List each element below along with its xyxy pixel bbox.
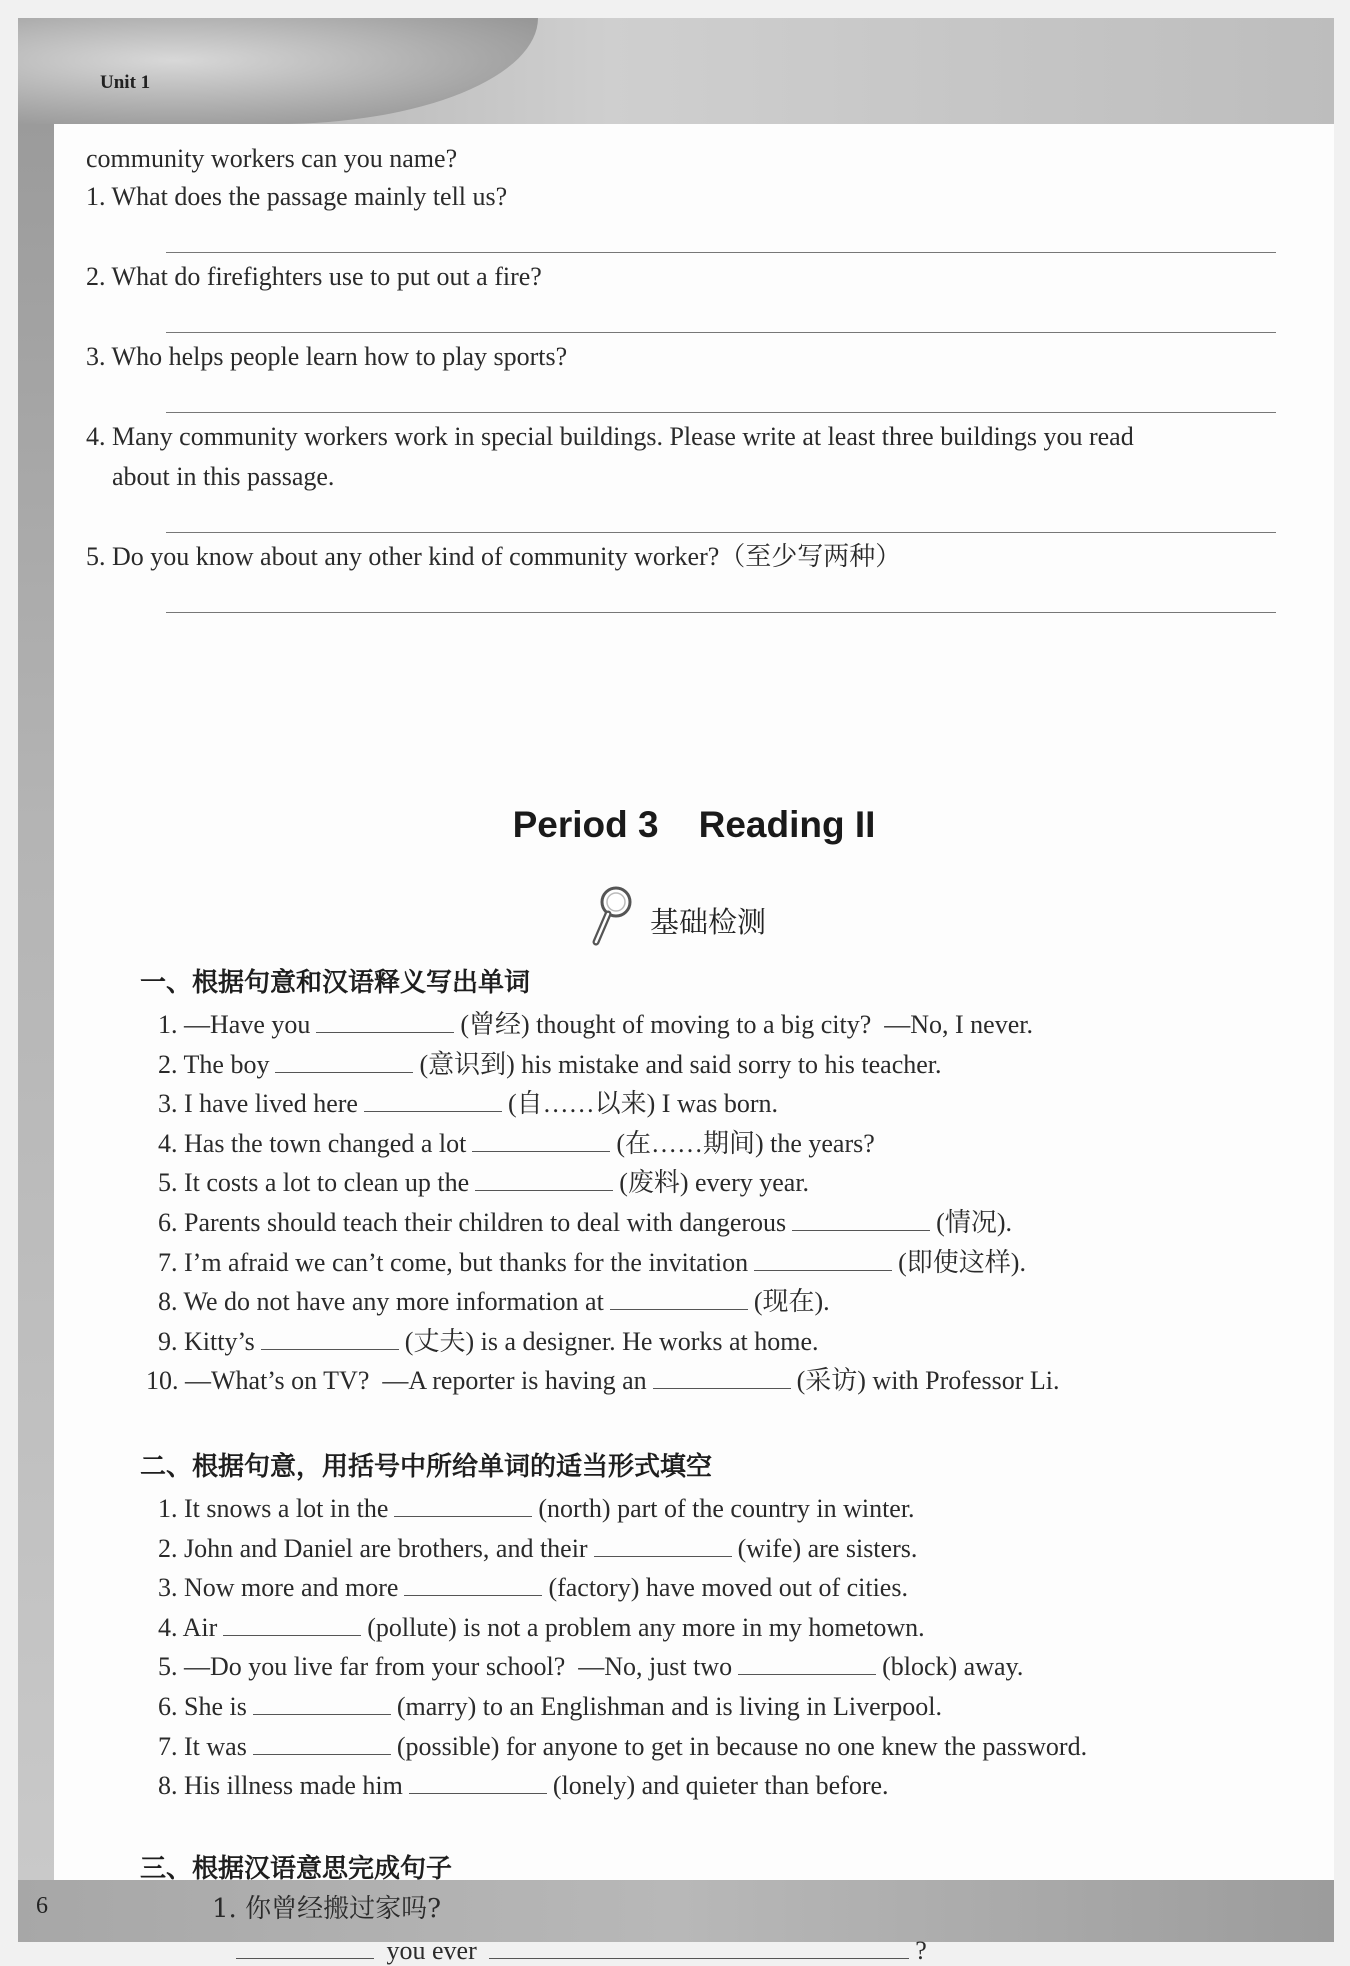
answer-line-2[interactable]: [166, 332, 1276, 333]
fill-blank[interactable]: [738, 1652, 876, 1675]
question-1: 1. What does the passage mainly tell us?: [86, 182, 508, 211]
left-margin-band: [18, 124, 54, 1880]
fill-blank[interactable]: [475, 1168, 613, 1191]
answer-line-4[interactable]: [166, 532, 1276, 533]
exercise-item: 9. Kitty’s (丈夫) is a designer. He works at home.: [158, 1326, 819, 1356]
section-3-item-1-prompt: 1. 你曾经搬过家吗?: [212, 1894, 442, 1924]
exercise-item: 8. We do not have any more information at (现在).: [158, 1287, 830, 1317]
answer-line-3[interactable]: [166, 412, 1276, 413]
exercise-item: 8. His illness made him (lonely) and quieter than before.: [158, 1771, 889, 1801]
basic-check-heading: 基础检测: [650, 905, 767, 939]
intro-continuation: community workers can you name?: [86, 144, 458, 173]
answer-line-1[interactable]: [166, 252, 1276, 253]
fill-blank[interactable]: [409, 1771, 547, 1794]
magnifier-icon: [588, 884, 636, 948]
period-title: Period 3 Reading II: [512, 804, 876, 845]
exercise-item: 1. It snows a lot in the (north) part of the country in winter.: [158, 1494, 915, 1523]
page-header-band: [18, 18, 1334, 124]
fill-blank[interactable]: [394, 1494, 532, 1517]
exercise-item: 5. It costs a lot to clean up the (废料) every year.: [158, 1168, 810, 1198]
question-4: 4. Many community workers work in special buildings. Please write at least three buildings you read: [86, 422, 1134, 451]
section-3-item-1-answer: you ever ?: [236, 1936, 927, 1966]
exercise-item: 6. She is (marry) to an Englishman and is living in Liverpool.: [158, 1692, 943, 1721]
fill-blank[interactable]: [223, 1613, 361, 1636]
unit-label: Unit 1: [100, 72, 151, 93]
exercise-item: 7. It was (possible) for anyone to get in because no one knew the password.: [158, 1731, 1088, 1761]
exercise-item: 3. Now more and more (factory) have moved out of cities.: [158, 1573, 908, 1603]
exercise-item: 2. The boy (意识到) his mistake and said sorry to his teacher.: [158, 1049, 942, 1079]
fill-blank[interactable]: [236, 1936, 374, 1959]
exercise-item: 1. —Have you (曾经) thought of moving to a big city? —No, I never.: [158, 1010, 1033, 1039]
fill-blank[interactable]: [316, 1010, 454, 1033]
section-1-title: 一、根据句意和汉语释义写出单词: [140, 968, 531, 998]
header-shade: [18, 18, 538, 124]
fill-blank[interactable]: [253, 1692, 391, 1715]
fill-blank[interactable]: [404, 1573, 542, 1596]
fill-blank[interactable]: [364, 1089, 502, 1112]
question-5: 5. Do you know about any other kind of community worker?（至少写两种）: [86, 542, 902, 571]
page-number: 6: [36, 1893, 48, 1919]
fill-blank[interactable]: [275, 1050, 413, 1073]
exercise-item: 7. I’m afraid we can’t come, but thanks for the invitation (即使这样).: [158, 1247, 1026, 1277]
fill-blank[interactable]: [472, 1129, 610, 1152]
answer-line-5[interactable]: [166, 612, 1276, 613]
question-4-continued: about in this passage.: [112, 462, 335, 491]
page-content: [54, 124, 1334, 1965]
exercise-item: 3. I have lived here (自……以来) I was born.: [158, 1089, 779, 1119]
question-3: 3. Who helps people learn how to play sports?: [86, 342, 568, 371]
fill-blank[interactable]: [653, 1366, 791, 1389]
section-3-title: 三、根据汉语意思完成句子: [140, 1854, 453, 1884]
fill-blank[interactable]: [754, 1248, 892, 1271]
exercise-item: 4. Air (pollute) is not a problem any more in my hometown.: [158, 1612, 925, 1642]
fill-blank[interactable]: [489, 1936, 909, 1959]
exercise-item: 10. —What’s on TV? —A reporter is having an (采访) with Professor Li.: [146, 1366, 1060, 1396]
exercise-item: 4. Has the town changed a lot (在……期间) the years?: [158, 1128, 875, 1158]
fill-blank[interactable]: [594, 1534, 732, 1557]
question-2: 2. What do firefighters use to put out a fire?: [86, 262, 542, 291]
fill-blank[interactable]: [253, 1732, 391, 1755]
fill-blank[interactable]: [610, 1287, 748, 1310]
exercise-item: 6. Parents should teach their children to deal with dangerous (情况).: [158, 1208, 1012, 1237]
fill-blank[interactable]: [261, 1327, 399, 1350]
exercise-item: 2. John and Daniel are brothers, and their (wife) are sisters.: [158, 1533, 918, 1563]
fill-blank[interactable]: [792, 1208, 930, 1231]
section-2-title: 二、根据句意，用括号中所给单词的适当形式填空: [140, 1452, 713, 1482]
exercise-item: 5. —Do you live far from your school? —No, just two (block) away.: [158, 1652, 1024, 1682]
